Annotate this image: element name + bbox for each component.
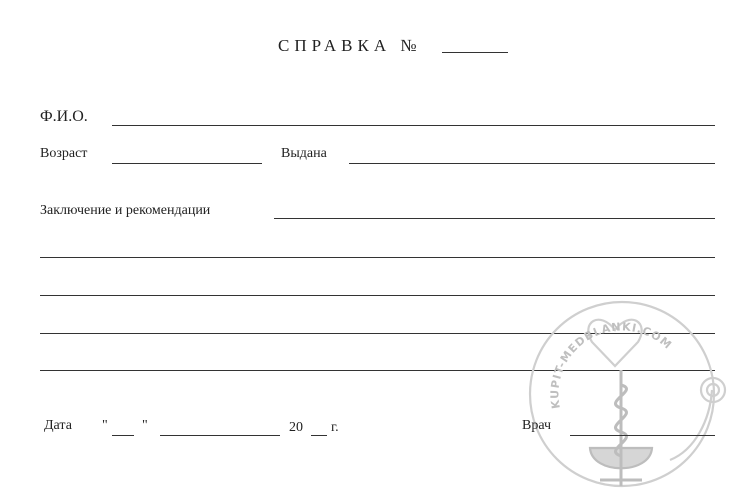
conclusion-field[interactable] [274,218,715,219]
doctor-signature-field[interactable] [570,435,715,436]
form-title: СПРАВКА № [278,36,422,55]
date-quote-open: " [102,418,108,433]
date-quote-close: " [142,418,148,433]
age-field[interactable] [112,163,262,164]
date-label: Дата [44,418,72,433]
certificate-number-field[interactable] [442,52,508,53]
issued-label: Выдана [281,146,327,161]
svg-text:KUPIT-MEDBLANKI.COM [548,320,674,409]
conclusion-line-1[interactable] [40,257,715,258]
conclusion-label: Заключение и рекомендации [40,203,211,218]
year-prefix: 20 [289,420,303,435]
watermark-stamp-icon [520,290,733,498]
issued-field[interactable] [349,163,715,164]
fio-label: Ф.И.О. [40,108,88,125]
day-field[interactable] [112,435,134,436]
age-label: Возраст [40,146,88,161]
fio-field[interactable] [112,125,715,126]
doctor-label: Врач [522,418,552,433]
watermark-text: KUPIT-MEDBLANKI.COM [548,320,675,410]
year-suffix: г. [331,420,339,435]
month-field[interactable] [160,435,280,436]
year-field[interactable] [311,435,327,436]
